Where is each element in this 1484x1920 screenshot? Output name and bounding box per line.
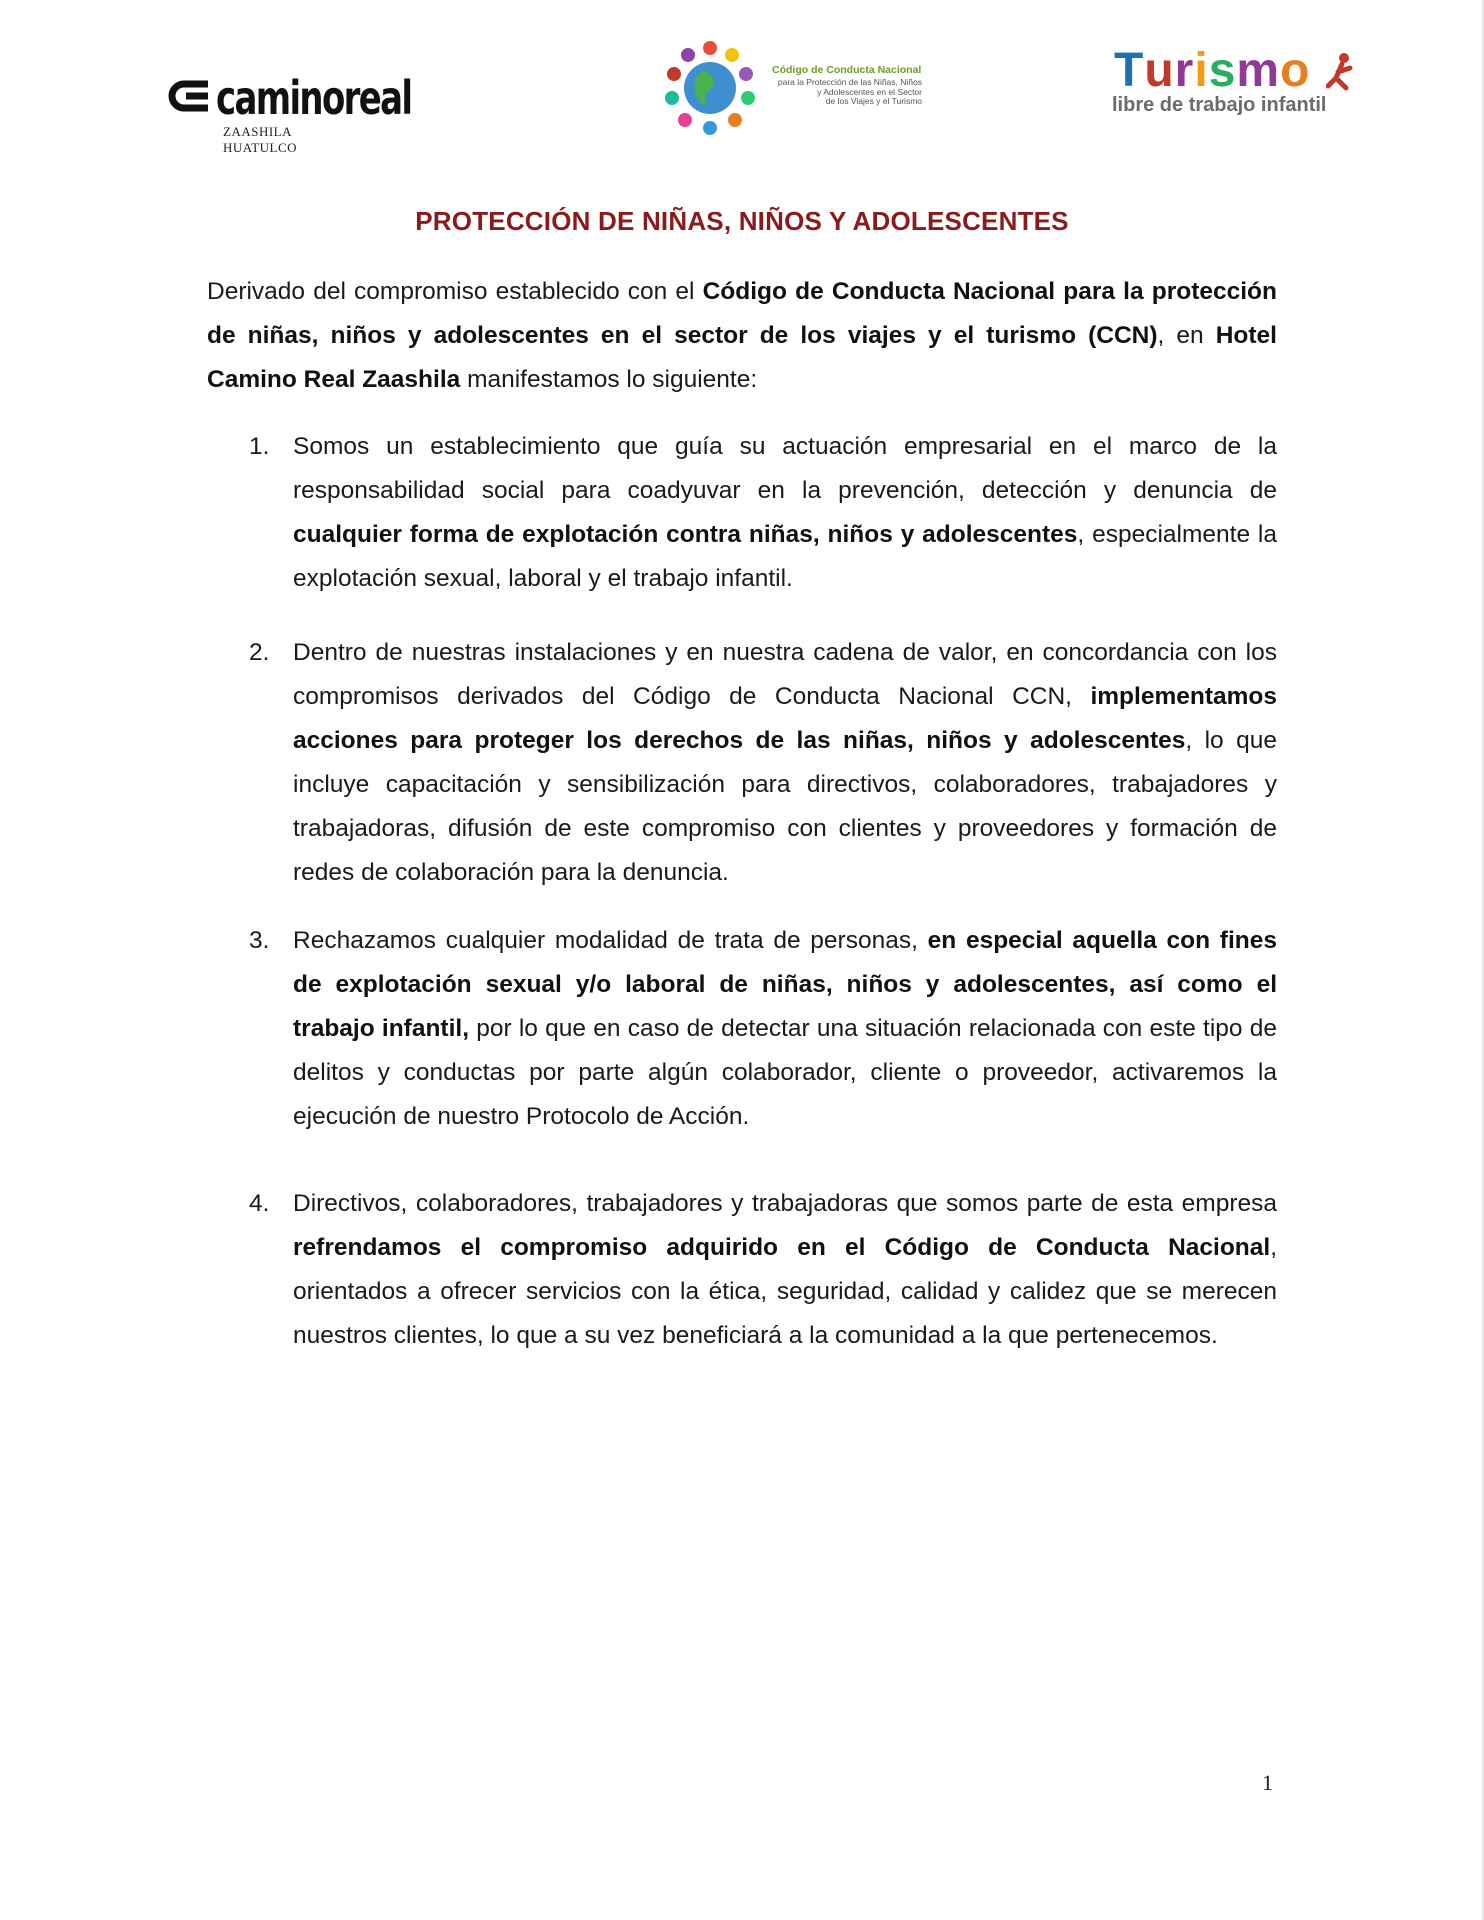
list-item-bold: refrendamos el compromiso adquirido en el Código de Conducta Nacional bbox=[293, 1234, 1271, 1261]
ccn-logo-line: de los Viajes y el Turismo bbox=[825, 96, 922, 106]
document-title: PROTECCIÓN DE NIÑAS, NIÑOS Y ADOLESCENTES bbox=[415, 206, 1069, 236]
turismo-tagline: libre de trabajo infantil bbox=[1112, 94, 1327, 116]
list-item-plain: Somos un establecimiento que guía su actuación empresarial en el marco de la responsabilidad social para coadyuvar en la prevención, detección y denuncia de bbox=[293, 433, 1277, 504]
ccn-logo bbox=[660, 38, 920, 138]
list-item-plain: por lo que en caso de detectar una situación relacionada con este tipo de delitos y conductas por parte algún colaborador, cliente o proveedor, activaremos la ejecución de nuestro Protocolo de Acción. bbox=[293, 1015, 1278, 1130]
turismo-letter: u bbox=[1144, 44, 1175, 97]
list-item-number: 4. bbox=[249, 1190, 270, 1217]
page-number: 1 bbox=[1262, 1770, 1273, 1795]
list-item-plain: Rechazamos cualquier modalidad de trata de personas, bbox=[293, 927, 928, 954]
list-item-bold: en especial aquella con fines de explotación sexual y/o laboral de niñas, niños y adolescentes, así como el trabajo infantil, bbox=[293, 927, 1277, 1042]
ccn-logo-line: para la Protección de las Niñas, Niños bbox=[777, 77, 922, 87]
intro-bold-text: Hotel Camino Real Zaashila bbox=[207, 322, 1277, 393]
intro-paragraph bbox=[207, 270, 1277, 402]
list-item-bold: implementamos acciones para proteger los derechos de las niñas, niños y adolescentes bbox=[293, 683, 1277, 754]
intro-bold-text: Código de Conducta Nacional para la protección de niñas, niños y adolescentes en el sector de los viajes y el turismo (CCN) bbox=[207, 278, 1277, 349]
list-item-number: 3. bbox=[249, 927, 270, 954]
list-item-text bbox=[293, 425, 1277, 601]
list-item-text bbox=[293, 631, 1277, 895]
intro-text: manifestamos lo siguiente: bbox=[460, 366, 758, 393]
turismo-logo bbox=[1108, 44, 1348, 124]
intro-text: , en bbox=[1157, 322, 1216, 349]
ccn-logo-subtitle bbox=[772, 78, 922, 107]
list-item-plain: Dentro de nuestras instalaciones y en nuestra cadena de valor, en concordancia con los compromisos derivados del Código de Conducta Nacional CCN, bbox=[293, 639, 1277, 710]
running-child-icon bbox=[1326, 52, 1356, 92]
list-item-bold: cualquier forma de explotación contra niñas, niños y adolescentes bbox=[293, 521, 1078, 548]
list-item-plain: , lo que incluye capacitación y sensibilización para directivos, colaboradores, trabajadores y trabajadoras, difusión de este compromiso con clientes y proveedores y formación de redes de colaboración para la denuncia. bbox=[293, 727, 1277, 886]
camino-real-subtitle: ZAASHILA HUATULCO bbox=[223, 124, 298, 155]
turismo-letter: r bbox=[1174, 44, 1195, 97]
turismo-letter: T bbox=[1114, 44, 1145, 97]
ccn-logo-line: y Adolescentes en el Sector bbox=[817, 86, 922, 97]
turismo-letter: s bbox=[1208, 44, 1237, 97]
list-item-plain: , orientados a ofrecer servicios con la ética, seguridad, calidad y calidez que se merecen nuestros clientes, lo que a su vez beneficiará a la comunidad a la que pertenecemos. bbox=[293, 1234, 1277, 1349]
list-item-number: 2. bbox=[249, 639, 270, 666]
camino-real-logo bbox=[168, 70, 412, 155]
turismo-letter: i bbox=[1194, 44, 1209, 97]
list-item-number: 1. bbox=[249, 433, 270, 460]
camino-real-wordmark: caminoreal bbox=[216, 71, 412, 125]
list-item-plain: , especialmente la explotación sexual, laboral y el trabajo infantil. bbox=[293, 521, 1277, 592]
turismo-letter: o bbox=[1280, 44, 1311, 97]
page-header bbox=[0, 0, 1484, 155]
turismo-letter: m bbox=[1236, 44, 1281, 97]
list-item-text bbox=[293, 919, 1277, 1139]
list-item-text bbox=[293, 1182, 1277, 1358]
turismo-wordmark bbox=[1114, 44, 1310, 98]
children-globe-icon bbox=[660, 38, 760, 138]
ccn-logo-title: Código de Conducta Nacional bbox=[772, 64, 922, 76]
intro-text: Derivado del compromiso establecido con el bbox=[207, 278, 703, 305]
camino-real-mark-icon bbox=[168, 74, 212, 118]
list-item-plain: Directivos, colaboradores, trabajadores y trabajadoras que somos parte de esta empresa bbox=[293, 1190, 1277, 1217]
